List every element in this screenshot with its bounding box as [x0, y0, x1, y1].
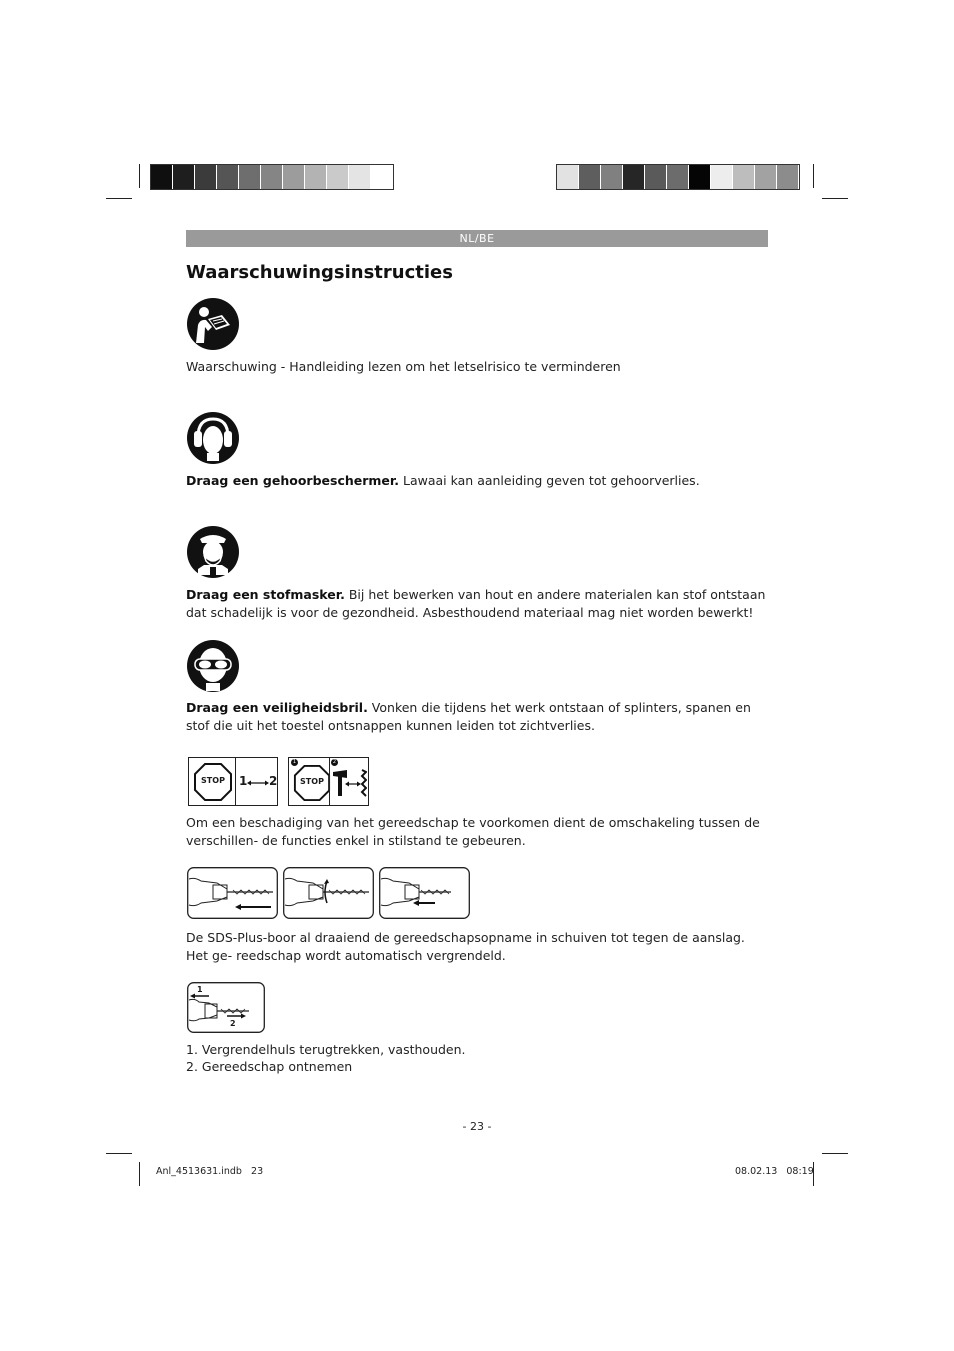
color-swatch: [195, 165, 217, 189]
crop-mark: [106, 198, 132, 199]
goggles-bold: Draag een veiligheidsbril.: [186, 700, 368, 715]
color-calibration-bar-left: [150, 164, 394, 190]
color-swatch: [755, 165, 777, 189]
page-title: Waarschuwingsinstructies: [186, 262, 453, 283]
goggles-desc: Vonken die tijdens het werk ontstaan of splinters, spanen en stof die uit het toestel ontsnappen kunnen leiden tot zichtverlies.: [186, 700, 751, 733]
color-swatch: [623, 165, 645, 189]
stop-switch-text: Om een beschadiging van het gereedschap te voorkomen dient de omschakeling tussen de verschillen- de functies enkel in stilstand te gebeuren.: [186, 815, 760, 848]
color-swatch: [173, 165, 195, 189]
stop-label: STOP: [300, 777, 324, 786]
crop-mark: [139, 1162, 140, 1186]
crop-mark: [822, 1153, 848, 1154]
color-swatch: [327, 165, 349, 189]
color-swatch: [557, 165, 579, 189]
color-swatch: [239, 165, 261, 189]
step-badge-2: 2: [332, 759, 337, 765]
safety-goggles-icon: [186, 639, 240, 693]
crop-mark: [822, 198, 848, 199]
color-swatch: [645, 165, 667, 189]
page-number: - 23 -: [462, 1120, 492, 1133]
ear-protection-text: [186, 472, 768, 490]
footer-date: 08.02.13 08:19: [735, 1166, 814, 1177]
sds-insert-diagram-3: [379, 867, 470, 919]
color-swatch: [261, 165, 283, 189]
stop-switch-diagram-2: [288, 757, 369, 806]
sds-insert-text: De SDS-Plus-boor al draaiend de gereedschapsopname in schuiven tot tegen de aanslag. Het ge- reedschap wordt automatisch vergrendeld.: [186, 930, 745, 963]
release-step-1-number: 1: [197, 985, 203, 994]
dust-mask-text: [186, 586, 768, 622]
release-step-1: 1. Vergrendelhuls terugtrekken, vasthouden.: [186, 1042, 466, 1057]
color-swatch: [689, 165, 711, 189]
color-swatch: [305, 165, 327, 189]
color-swatch: [733, 165, 755, 189]
dust-mask-desc: Bij het bewerken van hout en andere materialen kan stof ontstaan dat schadelijk is voor de gezondheid. Asbesthoudend materiaal mag niet worden bewerkt!: [186, 587, 766, 620]
color-swatch: [371, 165, 393, 189]
color-swatch: [283, 165, 305, 189]
crop-mark: [813, 164, 814, 188]
sds-insert-diagram-2: [283, 867, 374, 919]
locale-header-bar: [186, 230, 768, 247]
color-swatch: [579, 165, 601, 189]
stop-switch-diagram-1: [188, 757, 278, 806]
switch-to: 2: [269, 774, 278, 788]
crop-mark: [106, 1153, 132, 1154]
ear-protection-desc: Lawaai kan aanleiding geven tot gehoorverlies.: [399, 473, 700, 488]
stop-label: STOP: [201, 776, 225, 785]
dust-mask-icon: [186, 525, 240, 579]
ear-protection-icon: [186, 411, 240, 465]
read-manual-icon: [186, 297, 240, 351]
release-step-2: 2. Gereedschap ontnemen: [186, 1059, 353, 1074]
color-swatch: [667, 165, 689, 189]
step-badge-1: 1: [292, 759, 297, 765]
color-swatch: [777, 165, 799, 189]
color-swatch: [711, 165, 733, 189]
footer-file: Anl_4513631.indb 23: [156, 1166, 264, 1177]
color-swatch: [601, 165, 623, 189]
release-step-2-number: 2: [230, 1019, 236, 1028]
double-arrow-icon: [247, 778, 269, 788]
color-swatch: [151, 165, 173, 189]
hammer-drill-mode-icon: [331, 768, 367, 798]
crop-mark: [139, 164, 140, 188]
goggles-text: [186, 699, 768, 735]
color-swatch: [349, 165, 371, 189]
color-calibration-bar-right: [556, 164, 800, 190]
locale-label: NL/BE: [459, 232, 495, 245]
dust-mask-bold: Draag een stofmasker.: [186, 587, 345, 602]
color-swatch: [217, 165, 239, 189]
switch-from: 1: [239, 774, 248, 788]
ear-protection-bold: Draag een gehoorbeschermer.: [186, 473, 400, 488]
manual-warning-text: Waarschuwing - Handleiding lezen om het letselrisico te verminderen: [186, 359, 621, 374]
sds-insert-diagram-1: [187, 867, 278, 919]
divider: [235, 758, 236, 805]
